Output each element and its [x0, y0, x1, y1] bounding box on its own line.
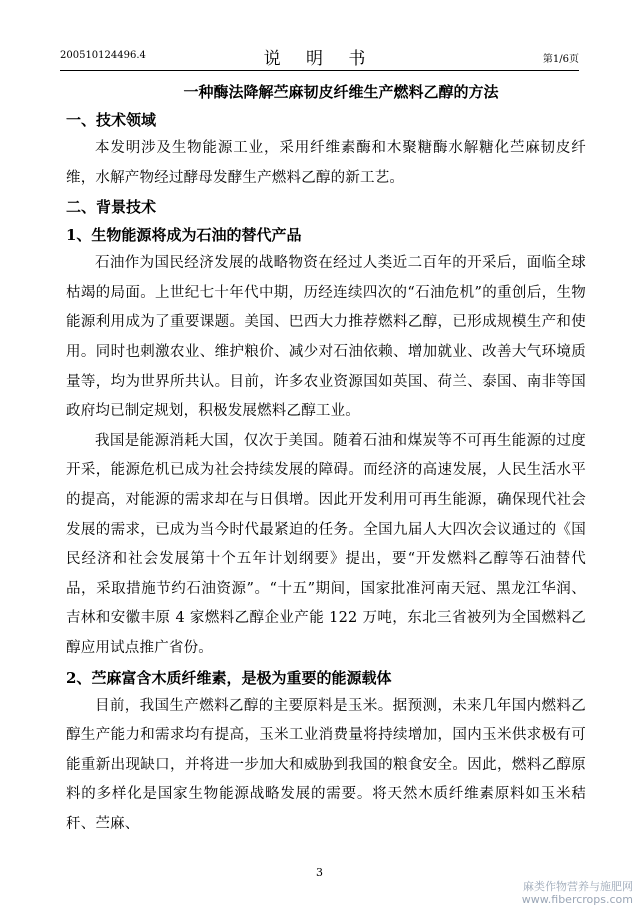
header-divider	[60, 70, 579, 71]
paragraph: 石油作为国民经济发展的战略物资在经过人类近二百年的开采后，面临全球枯竭的局面。上世纪七十年代中期，历经连续四次的“石油危机”的重创后，生物能源利用成为了重要课题。美国、巴西大力推荐燃料乙醇，已形成规模生产和使用。同时也刺激农业、维护粮价、减少对石油依赖、增加就业、改善大气环境质量等，均为世界所共认。目前，许多农业资源国如英国、荷兰、泰国、南非等国政府均已制定规划，积极发展燃料乙醇工业。	[66, 255, 586, 420]
watermark	[522, 880, 633, 906]
watermark-site-name: 麻类作物营养与施肥网	[523, 880, 633, 893]
document-number: 200510124496.4	[60, 50, 146, 61]
watermark-url: www.fibercrops.com	[521, 893, 633, 906]
subsection-heading: 1、生物能源将成为石油的替代产品	[66, 226, 302, 245]
subsection-heading: 2、苎麻富含木质纤维素，是极为重要的能源载体	[66, 668, 392, 687]
paragraph: 我国是能源消耗大国，仅次于美国。随着石油和煤炭等不可再生能源的过度开采，能源危机已成为社会持续发展的障碍。而经济的高速发展，人民生活水平的提高，对能源的需求却在与日俱增。因此开发利用可再生能源，确保现代社会发展的需求，已成为当今时代最紧迫的任务。全国九届人大四次会议通过的《国民经济和社会发展第十个五年计划纲要》提出，要“开发燃料乙醇等石油替代品，采取措施节约石油资源”。“十五”期间，国家批准河南天冠、黑龙江华润、吉林和安徽丰原 4 家燃料乙醇企业产能 122 万吨，东北三省被列为全国燃料乙醇应用试点推广省份。	[66, 432, 586, 656]
document-title: 一种酶法降解苎麻韧皮纤维生产燃料乙醇的方法	[183, 83, 499, 101]
paragraph: 本发明涉及生物能源工业，采用纤维素酶和木聚糖酶水解糖化苎麻韧皮纤维，水解产物经过酵母发酵生产燃料乙醇的新工艺。	[66, 140, 586, 186]
page-number: 3	[316, 866, 323, 879]
section-heading: 二、背景技术	[66, 198, 157, 217]
document-body	[66, 78, 586, 839]
page-header	[60, 44, 579, 68]
page-info: 第1/6页	[542, 54, 579, 65]
paragraph: 目前，我国生产燃料乙醇的主要原料是玉米。据预测，未来几年国内燃料乙醇生产能力和需求均有提高，玉米工业消费量将持续增加，国内玉米供求极有可能重新出现缺口，并将进一步加大和威胁到我国的粮食安全。因此，燃料乙醇原料的多样化是国家生物能源战略发展的需要。将天然木质纤维素原料如玉米秸秆、苎麻、	[66, 697, 586, 832]
section-heading: 一、技术领域	[66, 111, 157, 129]
document-type: 说 明 书	[263, 49, 376, 69]
